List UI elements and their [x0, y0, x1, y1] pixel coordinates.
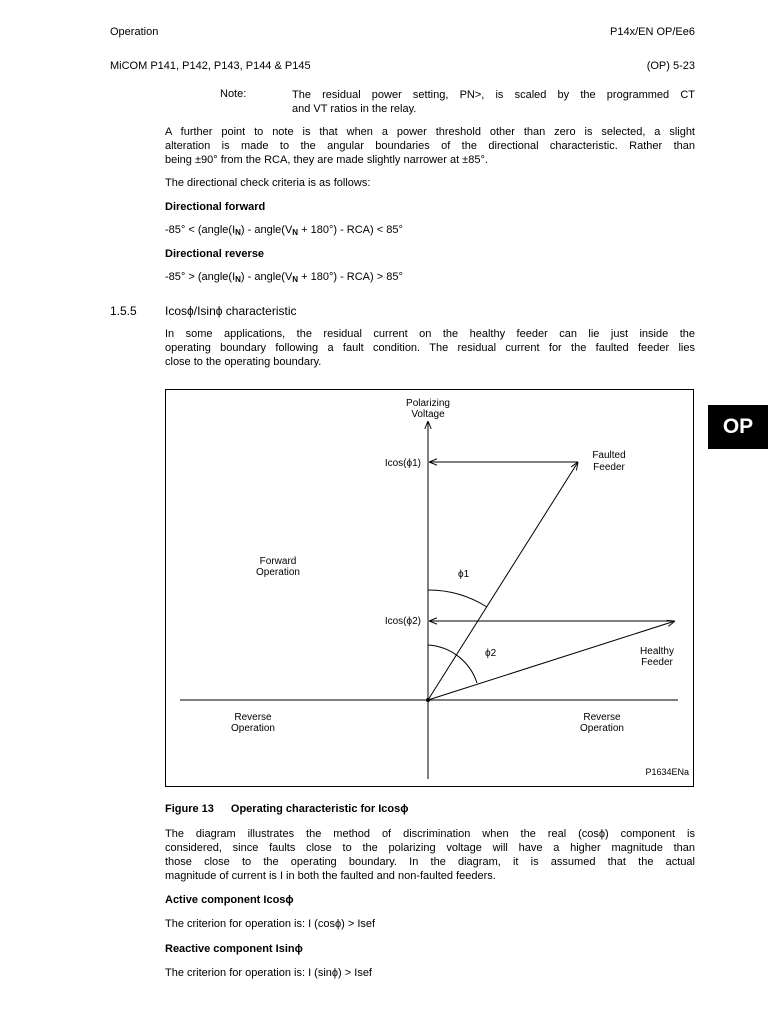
paragraph-line: In some applications, the residual current on the healthy feeder can lie just inside the	[165, 328, 695, 340]
faulted-feeder-label: Faulted	[592, 450, 626, 461]
eq-part: ) - angle(V	[240, 224, 293, 236]
note-line: The residual power setting, PN>, is scaled by the programmed CT	[292, 89, 695, 101]
directional-forward-equation	[165, 224, 403, 237]
operating-characteristic-diagram	[165, 389, 694, 787]
header-product-list: MiCOM P141, P142, P143, P144 & P145	[110, 60, 311, 72]
healthy-feeder-vector	[428, 621, 675, 700]
eq-part: + 180°) - RCA) < 85°	[298, 224, 403, 236]
header-section-title: Operation	[110, 26, 159, 38]
paragraph-threshold	[165, 125, 695, 167]
figure-reference-code: P1634ENa	[645, 767, 689, 777]
header-page-number: (OP) 5-23	[646, 60, 695, 72]
icos1-label: Icos(ϕ1)	[384, 458, 421, 469]
paragraph-applications	[165, 327, 695, 369]
paragraph-line: considered, since faults close to the polarizing voltage will have a higher magnitude than	[165, 842, 695, 854]
paragraph-diagram-explanation	[165, 827, 695, 883]
paragraph-line: The diagram illustrates the method of discrimination when the real (cosϕ) component is	[165, 828, 695, 840]
phi1-angle-arc	[428, 590, 487, 607]
eq-part: -85° > (angle(I	[165, 271, 236, 283]
directional-reverse-heading: Directional reverse	[165, 248, 265, 260]
reverse-operation-left-label: Operation	[231, 723, 275, 734]
eq-subscript: N	[292, 275, 299, 284]
eq-part: ) - angle(V	[240, 271, 293, 283]
paragraph-line: close to the operating boundary.	[165, 356, 322, 368]
eq-subscript: N	[235, 275, 241, 284]
forward-operation-label: Forward	[259, 556, 297, 567]
active-component-criterion: The criterion for operation is: I (cosϕ) > Isef	[165, 918, 376, 930]
note-text	[292, 88, 695, 116]
note-line: and VT ratios in the relay.	[292, 103, 417, 115]
figure-caption	[165, 803, 409, 815]
paragraph-line: operating boundary following a fault condition. The residual current for the faulted feeder lies	[165, 342, 695, 354]
directional-forward-heading: Directional forward	[165, 201, 266, 213]
figure-title: Operating characteristic for Icosϕ	[230, 803, 409, 815]
reactive-component-criterion: The criterion for operation is: I (sinϕ) > Isef	[165, 967, 372, 979]
faulted-feeder-vector	[428, 462, 578, 700]
phi2-label: ϕ2	[485, 648, 497, 659]
origin-point	[426, 698, 430, 702]
polarizing-label: Polarizing	[406, 398, 450, 409]
figure-number: Figure 13	[165, 803, 214, 815]
eq-part: + 180°) - RCA) > 85°	[298, 271, 403, 283]
section-title: Icosϕ/Isinϕ characteristic	[165, 304, 297, 318]
paragraph-line: alteration is made to the angular boundaries of the directional characteristic. Rather than	[165, 140, 695, 152]
paragraph-line: those close to the operating boundary. In the diagram, it is assumed that the actual	[165, 856, 695, 868]
directional-reverse-equation	[165, 271, 403, 284]
header-doc-code: P14x/EN OP/Ee6	[610, 26, 695, 38]
eq-subscript: N	[235, 228, 241, 237]
section-number: 1.5.5	[110, 304, 137, 318]
reactive-component-heading: Reactive component Isinϕ	[165, 943, 303, 955]
note-label: Note:	[220, 88, 247, 100]
op-section-tab: OP	[708, 405, 768, 449]
paragraph-line: magnitude of current is I in both the faulted and non-faulted feeders.	[165, 870, 496, 882]
phi2-angle-arc	[428, 645, 477, 683]
reverse-operation-right-label: Reverse	[583, 712, 621, 723]
reverse-operation-right-label: Operation	[580, 723, 624, 734]
faulted-feeder-label: Feeder	[593, 462, 625, 473]
eq-subscript: N	[292, 228, 299, 237]
healthy-feeder-label: Feeder	[641, 657, 673, 668]
healthy-feeder-label: Healthy	[640, 646, 674, 657]
polarizing-label: Voltage	[411, 409, 445, 420]
forward-operation-label: Operation	[256, 567, 300, 578]
active-component-heading: Active component Icosϕ	[165, 894, 294, 906]
paragraph-line: A further point to note is that when a power threshold other than zero is selected, a slight	[165, 126, 695, 138]
icos2-label: Icos(ϕ2)	[384, 616, 421, 627]
criteria-intro: The directional check criteria is as follows:	[165, 177, 371, 189]
paragraph-line: being ±90° from the RCA, they are made slightly narrower at ±85°.	[165, 154, 488, 166]
reverse-operation-left-label: Reverse	[234, 712, 272, 723]
phi1-label: ϕ1	[458, 569, 470, 580]
eq-part: -85° < (angle(I	[165, 224, 236, 236]
